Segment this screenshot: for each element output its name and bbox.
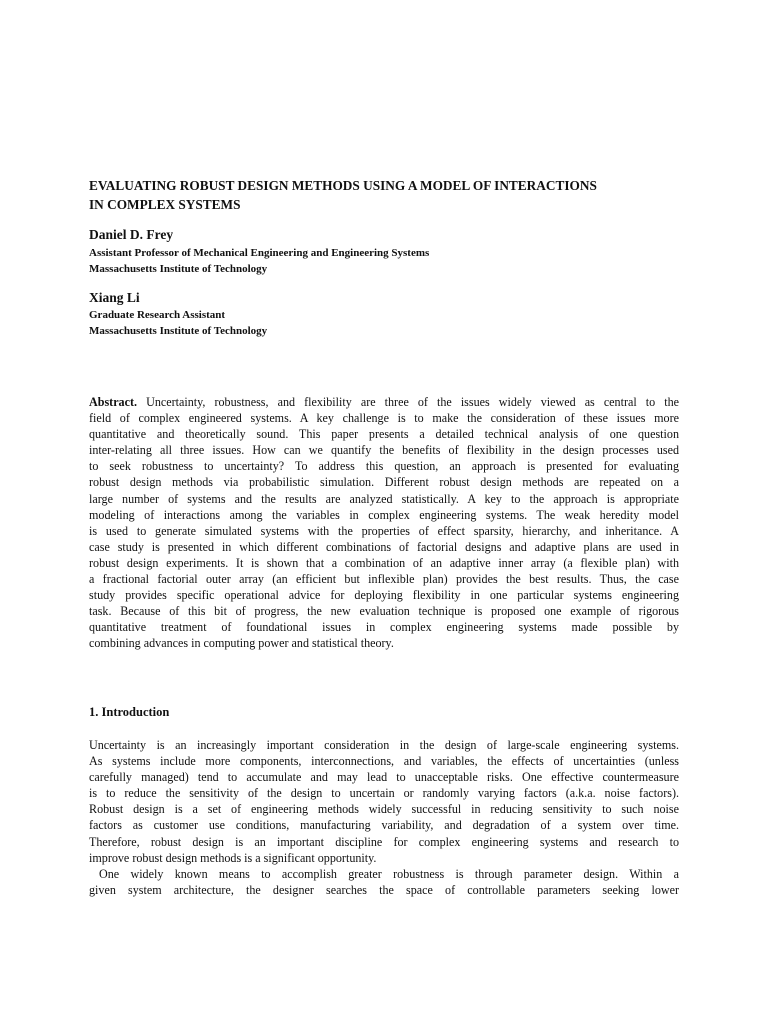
abstract-line: quantitative and theoretically sound. This paper presents a detailed technical analysis of one question (89, 427, 679, 442)
abstract-line: study provides specific operational advice for deploying flexibility in one particular systems engineering (89, 588, 679, 603)
paragraph-line: improve robust design methods is a significant opportunity. (89, 850, 377, 865)
paragraph-line: Robust design is a set of engineering methods widely successful in reducing sensitivity to such noise (89, 802, 679, 817)
paragraph-line: Therefore, robust design is an important discipline for complex engineering systems and research to (89, 834, 679, 849)
abstract-line: large number of systems and the results are analyzed statistically. A key to the approach is appropriate (89, 491, 679, 506)
abstract-line: inter-relating all three issues. How can we quantify the benefits of flexibility in the design processes used (89, 443, 679, 458)
abstract-line (89, 394, 679, 410)
abstract-line: to seek robustness to uncertainty? To address this question, an approach is presented for evaluating (89, 459, 679, 474)
paragraph-line: is to reduce the sensitivity of the design to uncertain or randomly varying factors (a.k.a. noise factors). (89, 786, 679, 801)
author-name: Xiang Li (89, 290, 140, 305)
paragraph-line: Uncertainty is an increasingly important consideration in the design of large-scale engineering systems. (89, 738, 679, 752)
abstract-line: is used to generate simulated systems with the properties of effect sparsity, hierarchy, and inheritance. A (89, 523, 679, 538)
paragraph-line: As systems include more components, interconnections, and variables, the effects of uncertainties (unless (89, 754, 679, 769)
abstract-text: Uncertainty, robustness, and flexibility are three of the issues widely viewed as central to the (137, 395, 679, 409)
intro-paragraph (89, 737, 679, 898)
paragraph-line: carefully managed) tend to accumulate and may lead to unacceptable risks. One effective countermeasure (89, 770, 679, 785)
paragraph-line: One widely known means to accomplish greater robustness is through parameter design. Within a (99, 866, 679, 881)
affiliation-line: Graduate Research Assistant (89, 309, 226, 321)
title-line: IN COMPLEX SYSTEMS (89, 197, 241, 212)
abstract-line: modeling of interactions among the variables in complex engineering systems. The weak heredity model (89, 507, 679, 522)
author-name: Daniel D. Frey (89, 227, 174, 242)
abstract-line: robust design methods via probabilistic simulation. Different robust design methods are repeated on a (89, 475, 679, 490)
abstract-line: quantitative treatment of foundational issues in complex engineering systems made possible by (89, 620, 679, 635)
abstract-line: combining advances in computing power and statistical theory. (89, 636, 394, 651)
abstract-label: Abstract. (89, 395, 138, 409)
affiliation-line: Massachusetts Institute of Technology (89, 263, 268, 275)
paper-title (89, 176, 689, 214)
author-affiliation (89, 245, 429, 277)
affiliation-line: Massachusetts Institute of Technology (89, 325, 268, 337)
abstract (89, 394, 679, 652)
abstract-line: task. Because of this bit of progress, the new evaluation technique is proposed one example of rigorous (89, 604, 679, 619)
abstract-line: field of complex engineered systems. A key challenge is to make the consideration of these issues more (89, 411, 679, 426)
affiliation-line: Assistant Professor of Mechanical Engineering and Engineering Systems (89, 247, 430, 259)
paragraph-line: given system architecture, the designer searches the space of controllable parameters seeking lower (89, 882, 679, 897)
author-affiliation (89, 307, 267, 339)
title-line: EVALUATING ROBUST DESIGN METHODS USING A MODEL OF INTERACTIONS (89, 178, 597, 193)
abstract-line: case study is presented in which different combinations of factorial designs and adaptive plans are used in (89, 539, 679, 554)
section-heading: 1. Introduction (89, 705, 170, 719)
abstract-line: robust design experiments. It is shown that a combination of an adaptive inner array (a flexible plan) with (89, 555, 679, 570)
paragraph-line: factors as customer use conditions, manufacturing variability, and degradation of a system over time. (89, 818, 679, 833)
abstract-line: a fractional factorial outer array (an efficient but inflexible plan) provides the best results. Thus, the case (89, 572, 679, 587)
